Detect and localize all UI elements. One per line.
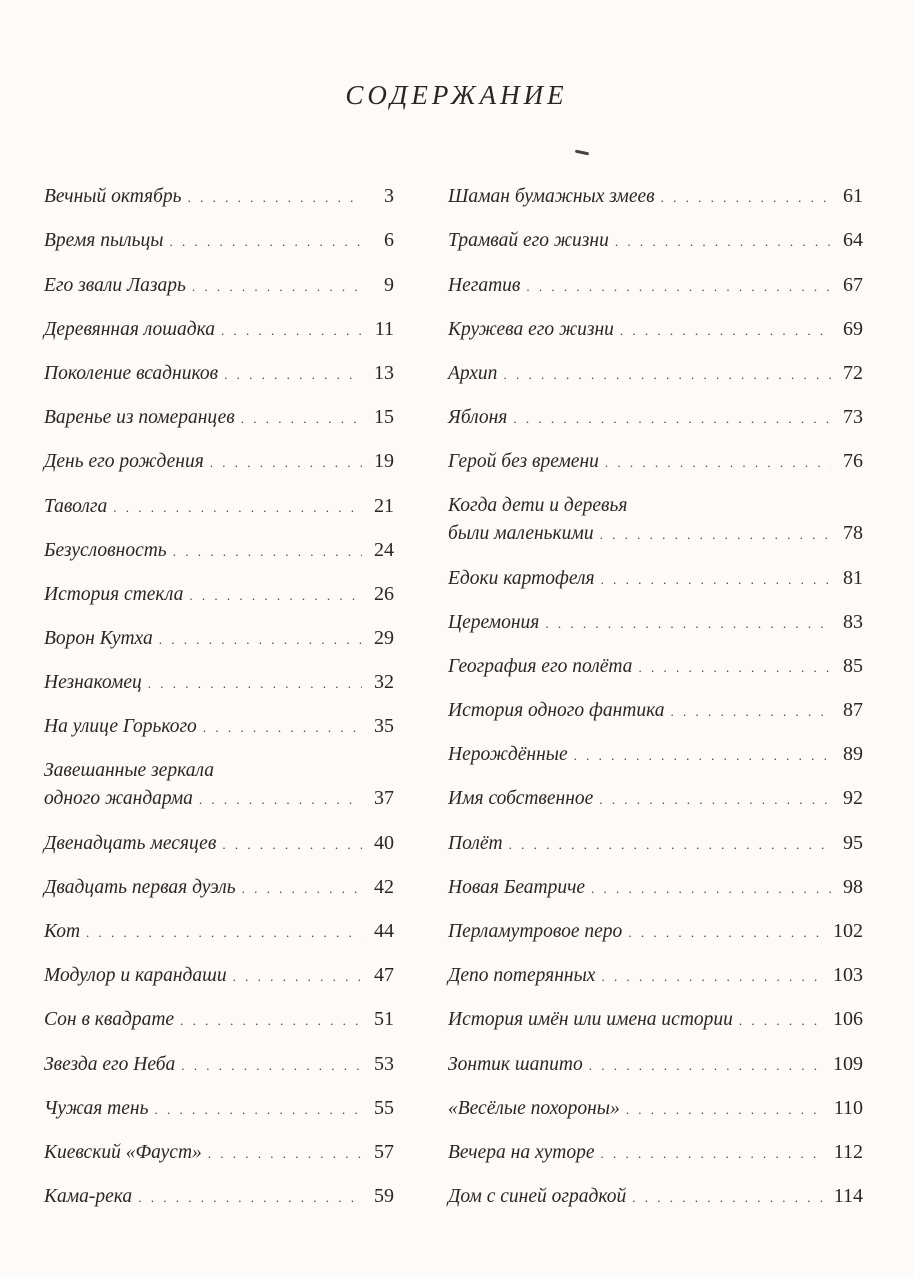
- dot-leader: [173, 544, 362, 560]
- toc-entry-page: 11: [374, 317, 394, 340]
- dot-leader: [626, 1102, 826, 1118]
- toc-entry-title: Полёт: [448, 832, 503, 854]
- toc-entry: [448, 738, 863, 782]
- toc-entry: [448, 1180, 863, 1224]
- toc-entry-title: были маленькими: [448, 523, 594, 545]
- dot-leader: [208, 1146, 362, 1162]
- toc-entry: [448, 268, 863, 312]
- toc-entry-title: Ворон Кутха: [44, 628, 153, 650]
- toc-entry-page: 95: [843, 831, 863, 854]
- dot-leader: [154, 1102, 362, 1118]
- toc-entry: [44, 1180, 394, 1224]
- dot-leader: [601, 969, 825, 985]
- toc-entry: [44, 1047, 394, 1091]
- dot-leader: [513, 411, 831, 427]
- toc-entry: [448, 1092, 863, 1136]
- toc-entry-title: Шаман бумажных змеев: [448, 186, 655, 208]
- dot-leader: [242, 881, 362, 897]
- toc-entry-title: Сон в квадрате: [44, 1009, 175, 1031]
- toc-entry-page: 44: [374, 920, 394, 942]
- toc-entry: [44, 754, 394, 826]
- toc-entry-title: Яблоня: [448, 407, 508, 429]
- toc-entry-title: «Весёлые похороны»: [448, 1097, 620, 1119]
- dot-leader: [224, 367, 362, 383]
- toc-entry-page: 87: [843, 699, 863, 722]
- dot-leader: [574, 748, 831, 764]
- toc-entry-page: 78: [843, 522, 863, 545]
- toc-entry-title: История имён или имена истории: [448, 1009, 733, 1031]
- toc-entry: [44, 445, 394, 489]
- toc-entry-title: Кама-река: [44, 1186, 133, 1208]
- toc-entry: [448, 871, 863, 915]
- toc-entry: [448, 1047, 863, 1091]
- toc-entry: [44, 224, 394, 268]
- toc-entry-page: 103: [833, 964, 863, 987]
- dot-leader: [86, 925, 362, 941]
- toc-entry-title: Варенье из померанцев: [44, 407, 235, 429]
- toc-entry-title: Двенадцать месяцев: [44, 832, 217, 854]
- toc-entry-title: Герой без времени: [448, 451, 599, 473]
- toc-entry-page: 9: [384, 273, 394, 296]
- toc-entry: [448, 606, 863, 650]
- toc-entry-page: 47: [374, 964, 394, 987]
- toc-entry-title-line1: Когда дети и деревья: [448, 495, 628, 517]
- toc-entry-page: 21: [374, 494, 394, 517]
- toc-entry-title: Церемония: [448, 611, 540, 633]
- toc-entry: [44, 959, 394, 1003]
- toc-entry-page: 110: [833, 1096, 863, 1119]
- dot-leader: [601, 572, 831, 588]
- toc-entry: [44, 534, 394, 578]
- toc-entry-page: 72: [843, 361, 863, 384]
- toc-entry-title: одного жандарма: [44, 788, 193, 810]
- toc-entry-page: 35: [374, 715, 394, 738]
- toc-entry: [44, 826, 394, 870]
- dot-leader: [241, 411, 362, 427]
- toc-entry-page: 53: [374, 1052, 394, 1075]
- toc-entry-title: Нерождённые: [448, 744, 568, 766]
- toc-entry-title: Едоки картофеля: [448, 567, 595, 589]
- dot-leader: [599, 792, 831, 808]
- dot-leader: [589, 1058, 825, 1074]
- toc-entry: [44, 313, 394, 357]
- toc-entry-title: Чужая тень: [44, 1097, 149, 1119]
- dot-leader: [605, 455, 831, 471]
- dot-leader: [180, 1013, 362, 1029]
- toc-entry-title: Кружева его жизни: [448, 318, 614, 340]
- dot-leader: [600, 527, 831, 543]
- dot-leader: [221, 323, 362, 339]
- dot-leader: [192, 279, 362, 295]
- toc-entry-page: 89: [843, 743, 863, 766]
- dot-leader: [638, 660, 831, 676]
- toc-entry-title: Трамвай его жизни: [448, 230, 609, 252]
- toc-entry: [448, 401, 863, 445]
- toc-entry-page: 55: [374, 1096, 394, 1119]
- toc-entry-title: Дом с синей оградкой: [448, 1186, 627, 1208]
- toc-entry-page: 69: [843, 317, 863, 340]
- toc-entry-page: 37: [374, 787, 394, 810]
- dot-leader: [233, 969, 362, 985]
- dot-leader: [601, 1146, 826, 1162]
- dot-leader: [739, 1013, 825, 1029]
- toc-entry-page: 64: [843, 229, 863, 252]
- toc-entry-page: 51: [374, 1008, 394, 1031]
- toc-entry: [44, 666, 394, 710]
- toc-entry-page: 109: [833, 1052, 863, 1075]
- page-title: СОДЕРЖАНИЕ: [345, 80, 568, 110]
- toc-entry: [448, 782, 863, 826]
- toc-entry: [448, 357, 863, 401]
- toc-entry: [448, 650, 863, 694]
- dot-leader: [620, 323, 831, 339]
- dot-leader: [159, 632, 362, 648]
- toc-entry-page: 76: [843, 450, 863, 473]
- toc-entry-page: 3: [384, 185, 394, 208]
- toc-entry: [448, 1136, 863, 1180]
- toc-entry: [448, 1003, 863, 1047]
- dot-leader: [113, 500, 362, 516]
- toc-entry-title: Архип: [448, 362, 498, 384]
- dot-leader: [181, 1058, 362, 1074]
- toc-entry: [44, 710, 394, 754]
- toc-entry-page: 57: [374, 1140, 394, 1163]
- toc-entry: [448, 561, 863, 605]
- toc-entry-title: Вечера на хуторе: [448, 1141, 595, 1163]
- toc-entry-title: Зонтик шапито: [448, 1053, 583, 1075]
- toc-entry-title: Негатив: [448, 274, 521, 296]
- dot-leader: [671, 704, 831, 720]
- dot-leader: [138, 1190, 362, 1206]
- toc-entry-page: 29: [374, 627, 394, 650]
- toc-entry-page: 24: [374, 538, 394, 561]
- dot-leader: [203, 720, 362, 736]
- toc-entry-page: 114: [833, 1185, 863, 1208]
- toc-entry-title: Поколение всадников: [44, 362, 219, 384]
- toc-entry: [448, 826, 863, 870]
- toc-entry-title: История стекла: [44, 583, 184, 605]
- dot-leader: [628, 925, 825, 941]
- toc-entry-page: 85: [843, 654, 863, 677]
- toc-entry: [448, 959, 863, 1003]
- toc-left-column: [44, 180, 394, 1224]
- toc-entry-page: 19: [374, 450, 394, 473]
- toc-entry-page: 42: [374, 875, 394, 898]
- toc-entry: [44, 1003, 394, 1047]
- toc-entry-title: Модулор и карандаши: [44, 965, 227, 987]
- toc-entry: [448, 694, 863, 738]
- dot-leader: [545, 616, 831, 632]
- toc-entry-page: 40: [374, 831, 394, 854]
- dot-leader: [591, 881, 831, 897]
- toc-entry-title: Новая Беатриче: [448, 876, 586, 898]
- toc-entry-page: 98: [843, 875, 863, 898]
- toc-entry: [448, 445, 863, 489]
- toc-entry: [44, 1092, 394, 1136]
- toc-entry-page: 73: [843, 406, 863, 429]
- dot-leader: [526, 279, 831, 295]
- toc-entry-page: 81: [843, 566, 863, 589]
- toc-entry-title: Таволга: [44, 495, 108, 517]
- dot-leader: [661, 190, 831, 206]
- toc-entry: [44, 915, 394, 959]
- toc-entry: [448, 915, 863, 959]
- toc-entry-title: Перламутровое перо: [448, 921, 623, 942]
- toc-entry-title: Его звали Лазарь: [44, 274, 186, 296]
- toc-entry-page: 15: [374, 406, 394, 429]
- dot-leader: [503, 367, 831, 383]
- dot-leader: [199, 792, 362, 808]
- toc-entry-title: Киевский «Фауст»: [44, 1141, 202, 1163]
- title-ornament: [575, 150, 589, 156]
- toc-entry-page: 61: [843, 185, 863, 208]
- toc-entry-title: Звезда его Неба: [44, 1053, 176, 1075]
- dot-leader: [170, 234, 362, 250]
- toc-entry-page: 32: [374, 671, 394, 694]
- toc-entry-title: Имя собственное: [448, 788, 594, 810]
- dot-leader: [210, 455, 362, 471]
- toc-entry: [448, 180, 863, 224]
- toc-entry: [44, 622, 394, 666]
- toc-entry-title: Двадцать первая дуэль: [44, 876, 236, 898]
- toc-entry-page: 106: [833, 1008, 863, 1031]
- toc-entry-title: День его рождения: [44, 451, 204, 473]
- toc-entry-title: Незнакомец: [44, 672, 142, 694]
- toc-entry: [448, 313, 863, 357]
- toc-entry: [44, 268, 394, 312]
- toc-entry-page: 112: [833, 1140, 863, 1163]
- toc-entry-page: 67: [843, 273, 863, 296]
- toc-entry-title: Кот: [44, 921, 81, 942]
- toc-entry-page: 102: [833, 920, 863, 942]
- dot-leader: [148, 676, 362, 692]
- toc-entry: [448, 489, 863, 561]
- toc-entry-title: Вечный октябрь: [44, 186, 182, 208]
- dot-leader: [189, 588, 362, 604]
- dot-leader: [632, 1190, 826, 1206]
- dot-leader: [509, 837, 831, 853]
- toc-entry: [44, 489, 394, 533]
- toc-entry-page: 92: [843, 787, 863, 810]
- toc-entry-title: Депо потерянных: [448, 965, 596, 987]
- toc-entry-title: Время пыльцы: [44, 230, 164, 252]
- dot-leader: [188, 190, 362, 206]
- toc-entry-title: История одного фантика: [448, 700, 665, 722]
- toc-entry: [44, 871, 394, 915]
- toc-right-column: [448, 180, 863, 1224]
- toc-entry-title: На улице Горького: [44, 716, 197, 738]
- toc-entry-page: 59: [374, 1185, 394, 1208]
- toc-entry: [44, 578, 394, 622]
- toc-entry: [448, 224, 863, 268]
- toc-entry-title: Деревянная лошадка: [44, 318, 215, 340]
- toc-entry: [44, 357, 394, 401]
- dot-leader: [222, 837, 362, 853]
- toc-entry-page: 83: [843, 610, 863, 633]
- toc-entry-page: 26: [374, 582, 394, 605]
- toc-entry-title: Безусловность: [44, 539, 167, 561]
- toc-entry-title-line1: Завешанные зеркала: [44, 760, 214, 782]
- toc-entry: [44, 180, 394, 224]
- toc-entry-page: 6: [384, 229, 394, 252]
- toc-entry-title: География его полёта: [448, 655, 633, 677]
- toc-entry-page: 13: [374, 361, 394, 384]
- dot-leader: [615, 234, 831, 250]
- toc-entry: [44, 1136, 394, 1180]
- toc-entry: [44, 401, 394, 445]
